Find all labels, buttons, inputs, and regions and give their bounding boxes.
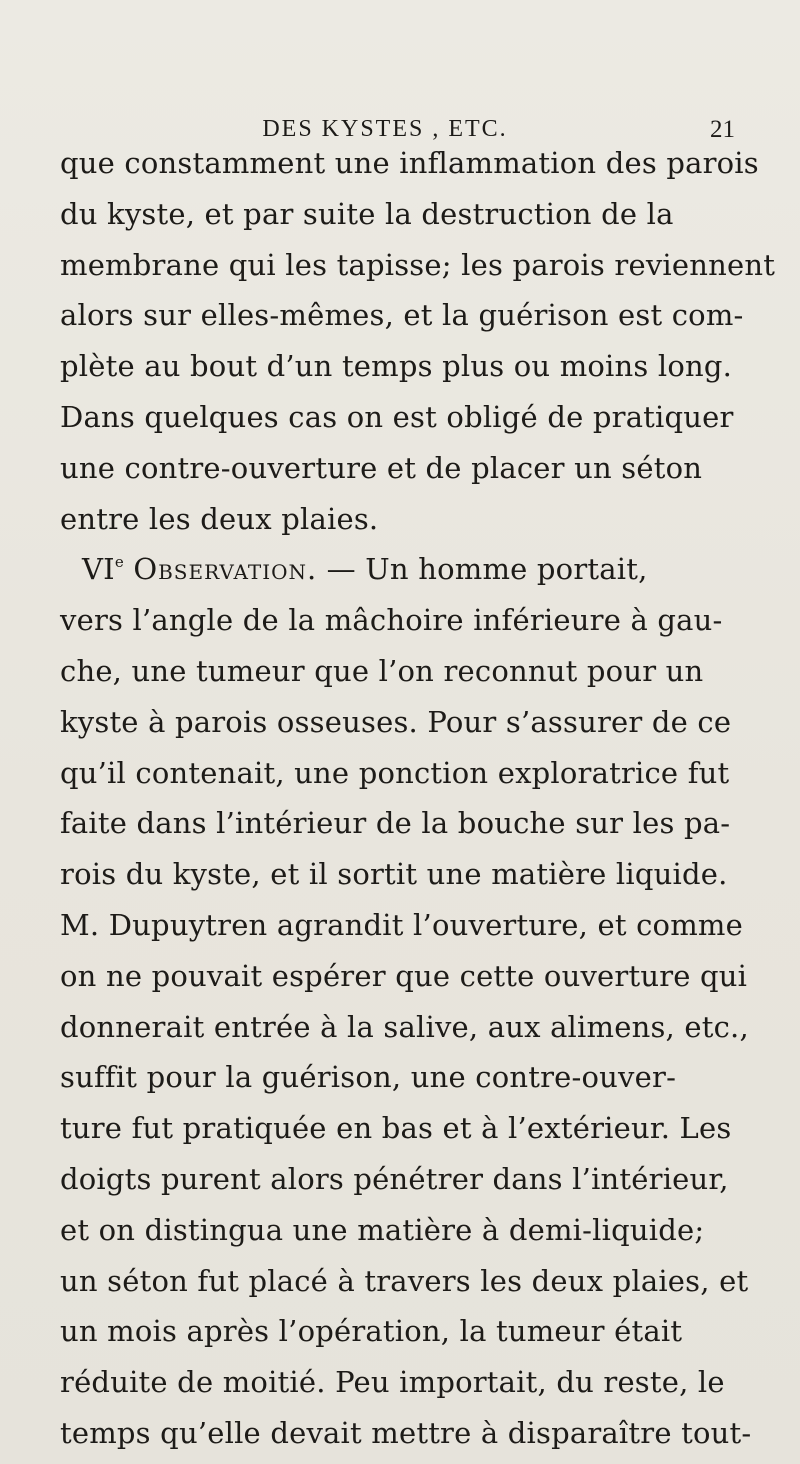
text-line: doigts purent alors pénétrer dans l’intérieur, — [60, 1161, 729, 1196]
text-line: que constamment une inflammation des parois — [60, 146, 759, 180]
text-line: che, une tumeur que l’on reconnut pour un — [60, 653, 704, 688]
text-line: kyste à parois osseuses. Pour s’assurer de ce — [60, 704, 732, 739]
text-line: entre les deux plaies. — [60, 501, 379, 536]
text-line: faite dans l’intérieur de la bouche sur les pa- — [60, 806, 731, 841]
text-line: on ne pouvait espérer que cette ouverture qui — [60, 958, 748, 993]
text-line: et on distingua une matière à demi-liquide; — [60, 1212, 705, 1247]
text-line: rois du kyste, et il sortit une matière liquide. — [60, 857, 728, 892]
observation-heading-rest: — Un homme portait, — [317, 552, 648, 587]
observation-numeral: VI — [82, 552, 115, 587]
observation-heading-line — [60, 544, 720, 595]
text-line: plète au bout d’un temps plus ou moins long. — [60, 349, 733, 384]
text-line: du kyste, et par suite la destruction de la — [60, 196, 674, 231]
text-line: alors sur elles-mêmes, et la guérison est com- — [60, 298, 744, 333]
text-line: M. Dupuytren agrandit l’ouverture, et comme — [60, 907, 743, 942]
running-head: DES KYSTES , ETC. — [262, 116, 508, 142]
text-line: réduite de moitié. Peu importait, du reste, le — [60, 1365, 725, 1400]
text-line: un mois après l’opération, la tumeur était — [60, 1314, 683, 1349]
body-text — [60, 138, 776, 1459]
text-line: temps qu’elle devait mettre à disparaître tout- — [60, 1415, 752, 1450]
text-line: qu’il contenait, une ponction exploratrice fut — [60, 755, 730, 790]
text-line: donnerait entrée à la salive, aux alimens, etc., — [60, 1009, 749, 1044]
observation-numeral-suffix: e — [114, 553, 124, 572]
observation-heading: Observation. — [133, 552, 318, 587]
text-line: vers l’angle de la mâchoire inférieure à gau- — [60, 603, 723, 638]
text-line: Dans quelques cas on est obligé de pratiquer — [60, 399, 734, 434]
text-line: une contre-ouverture et de placer un séton — [60, 450, 703, 485]
text-line: membrane qui les tapisse; les parois reviennent — [60, 247, 776, 282]
text-line: un séton fut placé à travers les deux plaies, et — [60, 1263, 749, 1298]
text-line: suffit pour la guérison, une contre-ouver- — [60, 1060, 677, 1095]
page-number: 21 — [710, 116, 735, 143]
text-line: ture fut pratiquée en bas et à l’extérieur. Les — [60, 1111, 732, 1146]
